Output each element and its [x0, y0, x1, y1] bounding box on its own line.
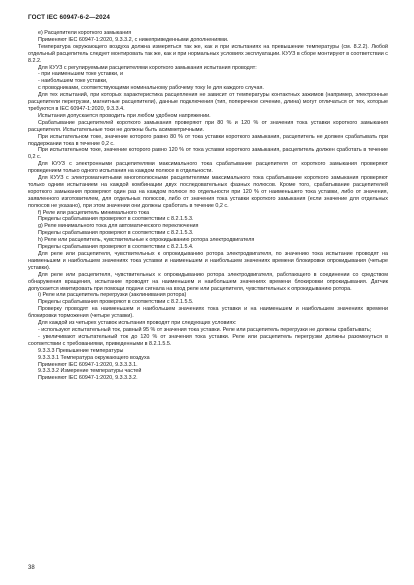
document-header: ГОСТ IEC 60947-6-2—2024 — [28, 14, 110, 21]
paragraph: Для КУУЗ с регулируемыми расцепителями короткого замыкания испытания проводят: — [38, 64, 257, 71]
paragraph: Для каждой из четырех уставок испытания проводят при следующих условиях: — [38, 320, 237, 327]
paragraph: - при наименьшем токе уставки, и — [38, 71, 124, 78]
paragraph: Пределы срабатывания проверяют в соответствии с 8.2.1.5.4. — [38, 244, 194, 251]
paragraph: - используют испытательный ток, равный 95 % от значения тока уставки. Реле или расцепитель перегрузки не должны срабатывать; — [38, 326, 372, 333]
paragraph: Применяют IEC 60947-1:2020, 9.3.3.3.1. — [38, 361, 138, 368]
subsection-heading: 9.3.3.3.1 Температура окружающего воздуха — [38, 354, 150, 361]
paragraph: Применяют IEC 60947-1:2020, 9.3.3.2, с нижеприведенными дополнениями. — [38, 36, 229, 43]
document-body — [28, 30, 388, 382]
paragraph: Срабатывание расцепителей короткого замыкания проверяют при 80 % и 120 % от значения тока уставки короткого замыкания расцепителя. Испытательные токи не должны быть асимметричными. — [28, 119, 388, 133]
page-number: 38 — [28, 565, 35, 571]
paragraph: Пределы срабатывания проверяют в соответствии с 8.2.1.5.5. — [38, 299, 194, 306]
paragraph: Испытания допускается проводить при любом удобном напряжении. — [38, 112, 211, 119]
paragraph: - увеличивают испытательный ток до 120 % от значения тока уставки. Реле или расцепитель перегрузки должны разомкнуться в соответствии с требованиями, приведенными в 8.2.1.5.5. — [28, 333, 388, 347]
section-heading: 9.3.3.3 Превышение температуры — [38, 347, 124, 354]
paragraph: е) Расцепители короткого замыкания — [38, 30, 132, 36]
paragraph: Для КУУЗ с электронными расцепителями максимального тока срабатывание расцепителя от короткого замыкания проверяют проведением только одного испытания на каждом полюсе в отдельности. — [28, 161, 388, 175]
paragraph: Пределы срабатывания проверяют в соответствии с 8.2.1.5.3. — [38, 216, 194, 223]
paragraph: Для тех испытаний, при которых характеристика расцепления не зависит от температуры контактных зажимов (например, электронные расцепители перегрузки, магнитные расцепители), данные подключения (тип, поперечное сечение, длина) могут отличаться от тех, которые требуются в IEC 60947-1:2020, 9.3.3.4. — [28, 92, 388, 112]
paragraph: Для реле или расцепителя, чувствительных к опрокидыванию ротора электродвигателя, работающего в соединении со средством обнаружения вращения, испытание проводят на наименьшем и наибольшем значениях времени блокировки опрокидывания. Датчик допускается имитировать при помощи подачи сигнала на вход реле или расцепителя, чувствительных к опрокидыванию ротора. — [28, 271, 388, 292]
paragraph: Для реле или расцепителя, чувствительных к опрокидыванию ротора электродвигателя, по значению тока испытание проводят на наименьшем и наибольшем значениях тока уставки и наименьшем и наибольшем значениях времени блокировки опрокидывания (четыре уставки). — [28, 251, 388, 271]
paragraph: f) Реле или расцепитель минимального тока — [38, 209, 150, 216]
paragraph: g) Реле минимального тока для автоматического переключения — [38, 223, 199, 230]
paragraph: i) Реле или расцепитель перегрузки (заклинивания ротора) — [38, 292, 187, 299]
paragraph: При испытательном токе, значение которого равно 80 % от тока уставки короткого замыкания, расцепитель не должен срабатывать при поддержании тока в течение 0,2 с. — [28, 133, 388, 147]
paragraph: h) Реле или расцепитель, чувствительные к опрокидыванию ротора электродвигателя — [38, 237, 255, 244]
paragraph: Пределы срабатывания проверяют в соответствии с 8.2.1.5.3. — [38, 230, 194, 237]
paragraph: с проводниками, соответствующими номинальному рабочему току Ie для каждого случая. — [38, 85, 264, 92]
subsection-heading: 9.3.3.3.2 Измерение температуры частей — [38, 368, 142, 375]
paragraph: - наибольшем токе уставки, — [38, 78, 108, 85]
paragraph: Применяют IEC 60947-1:2020, 9.3.3.3.2. — [38, 375, 138, 382]
paragraph: Проверку проводят на наименьшем и наибольшем значениях тока уставки и на наименьшем и наибольшем значениях времени блокировки торможения (четыре уставки). — [28, 306, 388, 320]
paragraph: Для КУУЗ с электромагнитными многополюсными расцепителями максимального тока срабатывание короткого замыкания проверяют только одним испытанием на каждой комбинации двух последовательных фазных полюсов. Кроме того, срабатывание расцепителей короткого замыкания проверяют один раз на каждом полюсе по отдельности при 120 % от наименьшего тока уставки, либо от значения, заявленного изготовителем, для отдельных полюсов, либо от значения тока уставки короткого замыкания (если значение для отдельных полюсов не указано), при этом значении они должны сработать в течение 0,2 с. — [28, 175, 388, 209]
paragraph: При испытательном токе, значение которого равно 120 % от тока уставки короткого замыкания, расцепитель должен сработать в течение 0,2 с. — [28, 147, 388, 161]
paragraph: Температура окружающего воздуха должна измеряться так же, как и при испытаниях на превышение температуры (см. 8.2.2). Любой отдельный расцепитель следует монтировать так же, как и при нормальных условиях эксплуатации. КУУЗ в сборе монтируют в соответствии с 8.2.2. — [28, 43, 388, 64]
